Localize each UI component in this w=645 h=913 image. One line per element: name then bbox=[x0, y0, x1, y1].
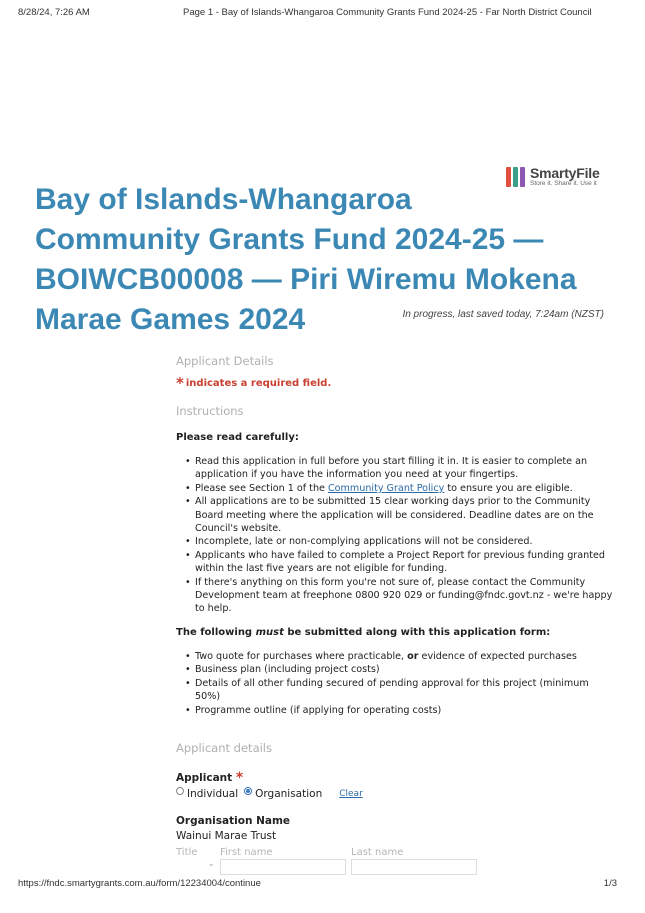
print-page-number: 1/3 bbox=[603, 878, 617, 889]
radio-individual[interactable]: Individual bbox=[176, 788, 238, 800]
list-item: • Programme outline (if applying for operating costs) bbox=[185, 704, 616, 717]
first-name-label: First name bbox=[220, 846, 273, 858]
applicant-radio-group bbox=[176, 788, 616, 800]
title-select-chevron-icon[interactable]: ⌄ bbox=[207, 858, 215, 869]
print-url: https://fndc.smartygrants.com.au/form/12234004/continue bbox=[18, 878, 261, 889]
must-submit-list bbox=[176, 650, 616, 717]
radio-organisation[interactable]: Organisation bbox=[244, 788, 322, 800]
organisation-name-label: Organisation Name bbox=[176, 814, 291, 827]
read-carefully-label: Please read carefully: bbox=[176, 432, 299, 443]
required-star-icon: * bbox=[235, 769, 244, 786]
logo-tagline: Store it. Share it. Use it bbox=[530, 180, 597, 187]
organisation-name-value: Wainui Marae Trust bbox=[176, 829, 277, 842]
print-page-title: Page 1 - Bay of Islands-Whangaroa Community Grants Fund 2024-25 - Far North District Council bbox=[183, 7, 592, 18]
instructions-heading: Instructions bbox=[176, 404, 244, 418]
list-item: • Applicants who have failed to complete a Project Report for previous funding granted within the last five years are not eligible for funding. bbox=[185, 549, 616, 576]
required-note bbox=[176, 374, 616, 392]
logo-name: SmartyFile bbox=[530, 165, 600, 181]
list-item: • Two quote for purchases where practicable, or evidence of expected purchases bbox=[185, 650, 616, 663]
print-datetime: 8/28/24, 7:26 AM bbox=[18, 7, 90, 18]
title-line: Community Grants Fund 2024-25 — bbox=[35, 223, 544, 256]
required-star-icon: * bbox=[176, 374, 184, 392]
instructions-list bbox=[176, 455, 616, 616]
list-item: • Details of all other funding secured of pending approval for this project (minimum 50%) bbox=[185, 677, 616, 704]
required-note-text: indicates a required field. bbox=[185, 378, 332, 389]
name-field-labels bbox=[176, 847, 616, 858]
list-item: • All applications are to be submitted 15 clear working days prior to the Community Board meeting where the application will be considered. Deadline dates are on the Council's website. bbox=[185, 495, 616, 535]
list-item: • Incomplete, late or non-complying applications will not be considered. bbox=[185, 535, 616, 548]
radio-selected-icon[interactable] bbox=[244, 787, 252, 795]
title-line: BOIWCB00008 — Piri Wiremu Mokena bbox=[35, 263, 577, 296]
last-name-input[interactable] bbox=[351, 859, 477, 875]
first-name-input[interactable] bbox=[220, 859, 346, 875]
list-item: • Read this application in full before you start filling it in. It is easier to complete an application if you have the information you need at your fingertips. bbox=[185, 455, 616, 482]
form-content bbox=[176, 354, 616, 875]
radio-circle-icon[interactable] bbox=[176, 787, 184, 795]
title-label: Title bbox=[176, 846, 198, 858]
list-item: • If there's anything on this form you're not sure of, please contact the Community Development team at freephone 0800 920 029 or funding@fndc.govt.nz - we're happy to help. bbox=[185, 576, 616, 616]
title-line: Marae Games 2024 bbox=[35, 303, 306, 336]
name-fields-row bbox=[176, 859, 616, 875]
applicant-label: Applicant * bbox=[176, 769, 244, 786]
last-name-label: Last name bbox=[351, 846, 404, 858]
community-grant-policy-link[interactable]: Community Grant Policy bbox=[327, 482, 445, 494]
applicant-details-heading: Applicant Details bbox=[176, 354, 274, 368]
must-submit-label: The following must be submitted along with this application form: bbox=[176, 626, 551, 638]
applicant-details-heading-2: Applicant details bbox=[176, 740, 272, 755]
clear-selection-link[interactable]: Clear bbox=[339, 788, 363, 799]
list-item: • Please see Section 1 of the Community Grant Policy to ensure you are eligible. bbox=[185, 482, 616, 495]
save-status: In progress, last saved today, 7:24am (NZST) bbox=[402, 309, 604, 320]
list-item: • Business plan (including project costs) bbox=[185, 663, 616, 676]
title-line: Bay of Islands-Whangaroa bbox=[35, 183, 412, 216]
